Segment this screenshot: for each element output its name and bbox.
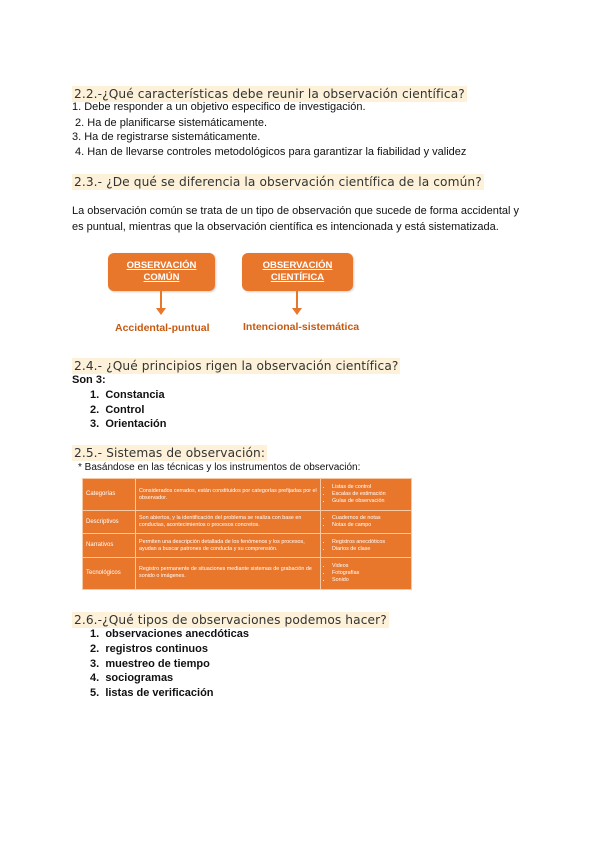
table-cell-description: Permiten una descripción detallada de los fenómenos y los procesos, ayudan a buscar patrones de conducta y su comprensión. [136,534,321,557]
list-item [90,404,144,416]
item-number: 1. [90,389,100,401]
table-row [83,557,412,589]
arrowhead-icon [292,308,302,315]
common-observation-label: Accidental-puntual [115,322,210,334]
comparison-paragraph: La observación común se trata de un tipo de observación que sucede de forma accidental y es puntual, mientras que la observación científica es intencionada y está sistematizada. [72,205,519,233]
tool-item: • Listas de control [332,484,408,491]
list-item [90,418,166,430]
scientific-observation-box [242,253,353,291]
list-item: 3. Ha de registrarse sistemáticamente. [72,131,261,143]
table-cell-category: Descriptivos [83,511,136,534]
item-number: 4. [90,672,100,684]
tool-item: • Videos [332,563,408,570]
table-cell-description: Considerados cerrados, están constituidos por categorías prefijadas por el observador. [136,479,321,511]
tool-item: • Fotografías [332,570,408,577]
item-text: observaciones anecdóticas [105,628,249,640]
section-2-4-heading: 2.4.- ¿Qué principios rigen la observación científica? [74,359,399,373]
table-cell-tools [321,534,412,557]
list-item: 2. Ha de planificarse sistemáticamente. [72,117,268,129]
table-cell-description: Son abiertos, y la identificación del problema se realiza con base en conductas, acontecimientos o procesos concretos. [136,511,321,534]
table-row [83,534,412,557]
item-number: 2. [90,404,100,416]
table-cell-description: Registro permanente de situaciones mediante sistemas de grabación de sonido o imágenes. [136,557,321,589]
item-number: 1. [90,628,100,640]
observation-systems-table [82,478,412,590]
section-2-5-heading: 2.5.- Sistemas de observación: [74,446,266,460]
item-number: 5. [90,687,100,699]
table-cell-category: Narrativos [83,534,136,557]
tool-item: • Diarios de clase [332,546,408,553]
box-line: OBSERVACIÓN [126,260,197,271]
table-cell-tools [321,557,412,589]
item-text: Control [105,404,145,416]
scientific-observation-label: Intencional-sistemática [243,321,360,333]
table-cell-tools [321,479,412,511]
item-text: muestreo de tiempo [105,658,210,670]
list-item [90,389,165,401]
box-line: COMÚN [143,272,180,283]
table-row [83,511,412,534]
list-item [90,672,173,684]
item-text: listas de verificación [105,687,214,699]
tool-item: • Cuadernos de notas [332,515,408,522]
systems-note: * Basándose en las técnicas y los instrumentos de observación: [78,462,361,473]
item-text: Constancia [105,389,165,401]
item-text: sociogramas [105,672,174,684]
common-observation-box [108,253,215,291]
item-text: Orientación [105,418,167,430]
list-item: 4. Han de llevarse controles metodológicos para garantizar la fiabilidad y validez [72,146,467,158]
tool-item: • Guías de observación [332,498,408,505]
section-2-3-heading: 2.3.- ¿De qué se diferencia la observación científica de la común? [74,175,482,189]
table-cell-category: Categorías [83,479,136,511]
item-text: registros continuos [105,643,208,655]
item-number: 2. [90,643,100,655]
list-item [90,643,208,655]
section-2-6-heading: 2.6.-¿Qué tipos de observaciones podemos hacer? [74,613,387,627]
box-line: CIENTÍFICA [270,272,325,283]
table-cell-tools [321,511,412,534]
item-number: 3. [90,418,100,430]
tool-item: • Registros anecdóticos [332,539,408,546]
item-number: 3. [90,658,100,670]
list-item [90,687,214,699]
tool-item: • Escalas de estimación [332,491,408,498]
box-line: OBSERVACIÓN [262,260,333,271]
principles-intro: Son 3: [72,374,106,386]
table-row [83,479,412,511]
section-2-2-heading: 2.2.-¿Qué características debe reunir la observación científica? [74,87,465,101]
list-item: 1. Debe responder a un objetivo especifico de investigación. [72,101,366,113]
list-item [90,658,210,670]
table-cell-category: Tecnológicos [83,557,136,589]
tool-item: • Sonido [332,577,408,584]
list-item [90,628,249,640]
arrowhead-icon [156,308,166,315]
tool-item: • Notas de campo [332,522,408,529]
